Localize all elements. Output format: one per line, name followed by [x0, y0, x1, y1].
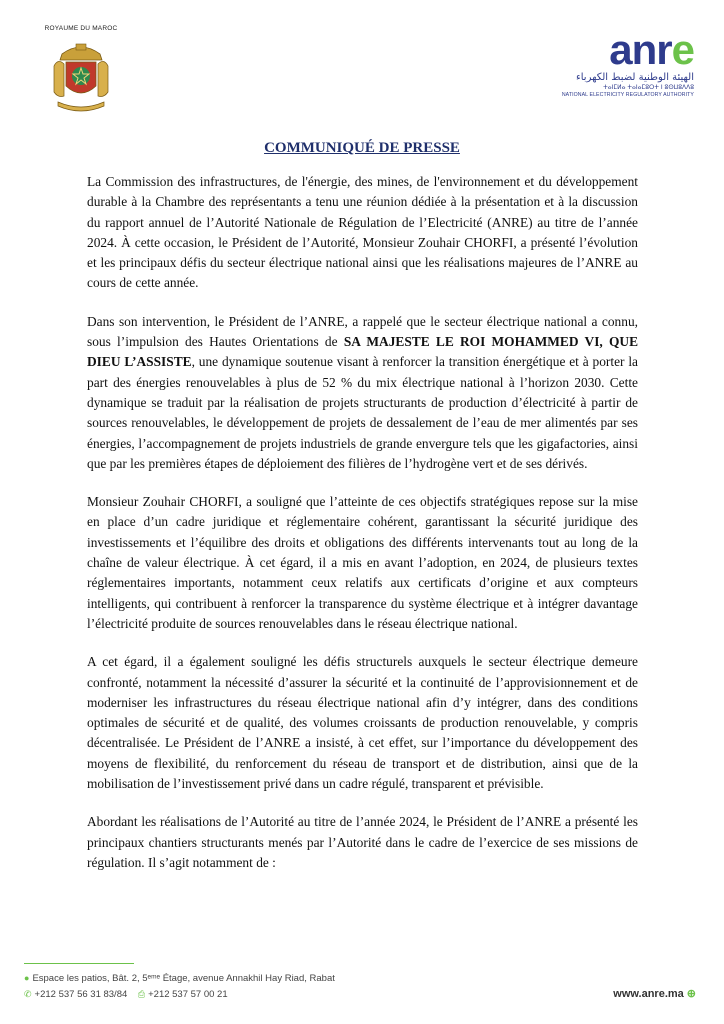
logo-word-main: anr — [609, 26, 672, 73]
footer-address-row — [24, 973, 335, 984]
logo-arabic-name: الهيئة الوطنية لضبط الكهرباء — [576, 72, 694, 83]
fax-icon: ⎙ — [137, 989, 146, 999]
kingdom-label: ROYAUME DU MAROC — [44, 25, 118, 32]
page-header — [0, 0, 724, 130]
paragraph-2-rest: , une dynamique soutenue visant à renforcer la transition énergétique et à porter la part des énergies renouvelables à plus de 52 % du mix électrique national à l’horizon 2030. Cette dynamique se traduit par la réalisation de projets structurants de production d’électricité à partir de sources renouvelables, le développement de projets de dessalement de l’eau de mer alimentés par ses énergies, l’accompagnement de projets industriels de grande envergure tels que les gigafactories, ainsi que par les premières étapes de déploiement des filières de l’hydrogène vert et de ses dérivés. — [87, 354, 638, 471]
footer-fax: +212 537 57 00 21 — [148, 989, 228, 1000]
footer-website-link[interactable]: www.anre.ma — [613, 988, 684, 1000]
coat-of-arms-icon — [50, 36, 112, 116]
logo-tifinagh-name: ⵜⴰⵏⵎⵍⴰ ⵜⴰⵏⴰⵎⵓⵔⵜ ⵏ ⵓⵙⵡⵓⴷⴷⵓ — [603, 84, 694, 91]
paragraph-5: Abordant les réalisations de l’Autorité au titre de l’année 2024, le Président de l’ANRE a présenté les principaux chantiers structurants menés par l’Autorité dans le cadre de l’exercice de ses missions de régulation. Il s’agit notamment de : — [87, 814, 638, 870]
footer-phone: +212 537 56 31 83/84 — [34, 989, 128, 1000]
logo-english-name: NATIONAL ELECTRICITY REGULATORY AUTHORITY — [561, 92, 694, 98]
footer-divider — [24, 963, 134, 964]
globe-icon: ⊕ — [686, 988, 696, 1000]
press-release-body — [87, 172, 638, 891]
phone-icon: ✆ — [24, 989, 32, 999]
logo-wordmark — [554, 26, 694, 73]
footer-website[interactable] — [613, 987, 696, 1000]
paragraph-2-intro: Dans son intervention, le Président de l’ANRE, a rappelé que le secteur électrique national a connu, sous l’impulsion des Hautes Orientations de — [87, 313, 638, 350]
kingdom-block — [36, 25, 126, 116]
location-pin-icon: ● — [24, 973, 30, 983]
page-footer — [0, 960, 724, 1024]
page-title: COMMUNIQUÉ DE PRESSE — [264, 140, 460, 156]
paragraph-1: La Commission des infrastructures, de l'énergie, des mines, de l'environnement et du développement durable à la Chambre des représentants a tenu une réunion dédiée à la présentation et à la discussion du rapport annuel de l’Autorité Nationale de Régulation de l’Electricité (ANRE) au titre de l’année 2024. À cette occasion, le Président de l’Autorité, Monsieur Zouhair CHORFI, a présenté l’évolution et les principaux défis du secteur électrique national ainsi que les réalisations majeures de l’ANRE au cours de cette année. — [87, 174, 638, 291]
footer-address: Espace les patios, Bât. 2, 5ᵉᵐᵉ Étage, avenue Annakhil Hay Riad, Rabat — [32, 973, 335, 984]
paragraph-2 — [87, 312, 638, 474]
anre-logo — [554, 26, 694, 98]
logo-word-accent: e — [671, 26, 694, 73]
paragraph-2-bold: SA MAJESTE LE ROI MOHAMMED VI, QUE DIEU L’ASSISTE — [87, 334, 638, 370]
paragraph-4: A cet égard, il a également souligné les défis structurels auxquels le secteur électrique demeure confronté, notamment la nécessité d’assurer la sécurité et la continuité de l’approvisionnement et de moderniser les infrastructures du réseau électrique national afin d’y intégrer, dans des conditions optimales de sécurité et de qualité, des volumes croissants de production renouvelable, y compris décentralisée. Le Président de l’ANRE a insisté, à cet effet, sur l’importance du développement des moyens de flexibilité, du renforcement du réseau de transport et de distribution, ainsi que de la mobilisation de l’investissement privé dans un cadre régulé, transparent et prévisible. — [87, 654, 638, 792]
paragraph-3: Monsieur Zouhair CHORFI, a souligné que l’atteinte de ces objectifs stratégiques repose sur la mise en place d’un cadre juridique et réglementaire cohérent, garantissant la sécurité juridique des investissements et l’équilibre des droits et obligations des différents intervenants tout au long de la chaîne de valeur électrique. À cet égard, il a mis en avant l’adoption, en 2024, de plusieurs textes réglementaires importants, notamment ceux relatifs aux certificats d’origine et aux compteurs intelligents, qui contribuent à renforcer la transparence du système électrique et à intégrer davantage l’électricité produite de sources renouvelables dans le réseau électrique national. — [87, 494, 638, 631]
footer-contact-row — [24, 989, 228, 1000]
